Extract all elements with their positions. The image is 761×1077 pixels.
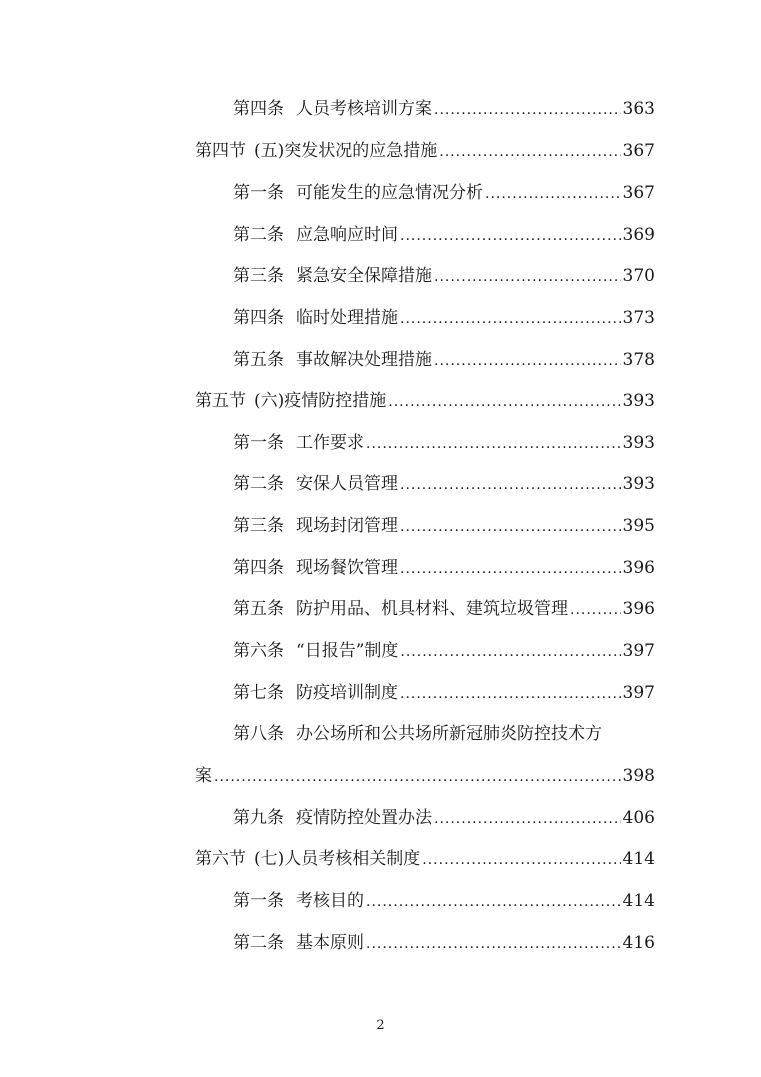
toc-entry-title: 防疫培训制度 xyxy=(296,683,398,703)
toc-entry-label: 第三条 xyxy=(233,266,284,286)
toc-entry-page: 378 xyxy=(622,350,655,370)
toc-entry-page: 397 xyxy=(622,683,655,703)
toc-entry-label: 第二条 xyxy=(233,225,284,245)
toc-entry-title: 案 xyxy=(195,766,212,786)
toc-entry-page: 414 xyxy=(622,891,655,911)
toc-leader-dots xyxy=(400,311,621,327)
toc-section-page: 414 xyxy=(622,849,655,869)
toc-leader-dots xyxy=(366,894,621,910)
toc-entry-label: 第五条 xyxy=(233,350,284,370)
toc-entry-page: 406 xyxy=(622,808,655,828)
toc-entry-title: 现场餐饮管理 xyxy=(296,558,398,578)
toc-entry-title: 安保人员管理 xyxy=(296,474,398,494)
toc-entry-title: 工作要求 xyxy=(296,433,364,453)
toc-entry-title: 现场封闭管理 xyxy=(296,516,398,536)
toc-entry[interactable] xyxy=(233,636,655,666)
toc-entry-page: 363 xyxy=(622,99,655,119)
toc-entry-label: 第一条 xyxy=(233,891,284,911)
toc-entry-title: 防护用品、机具材料、建筑垃圾管理 xyxy=(296,599,568,619)
toc-leader-dots xyxy=(422,852,620,868)
toc-entry-title: 基本原则 xyxy=(296,933,364,953)
toc-entry-title: 紧急安全保障措施 xyxy=(296,266,432,286)
toc-entry-title: 可能发生的应急情况分析 xyxy=(296,183,483,203)
toc-entry-label: 第四条 xyxy=(233,308,284,328)
toc-entry-page: 396 xyxy=(622,558,655,578)
toc-entry[interactable] xyxy=(233,469,655,499)
toc-entry-continuation[interactable] xyxy=(195,761,655,791)
toc-entry-page: 416 xyxy=(622,933,655,953)
toc-entry[interactable] xyxy=(233,928,655,958)
toc-entry-label: 第九条 xyxy=(233,808,284,828)
toc-entry[interactable] xyxy=(233,428,655,458)
toc-leader-dots xyxy=(570,602,621,618)
toc-leader-dots xyxy=(485,186,621,202)
toc-section-label: 第六节 xyxy=(195,849,246,869)
toc-entry-title: 临时处理措施 xyxy=(296,308,398,328)
toc-entry[interactable] xyxy=(233,803,655,833)
toc-leader-dots xyxy=(434,269,621,285)
toc-entry-page: 393 xyxy=(622,433,655,453)
toc-entry-page: 397 xyxy=(622,641,655,661)
toc-entry[interactable] xyxy=(233,261,655,291)
toc-leader-dots xyxy=(400,228,621,244)
toc-entry[interactable] xyxy=(233,511,655,541)
toc-entry[interactable] xyxy=(233,594,655,624)
toc-entry-page: 373 xyxy=(622,308,655,328)
toc-section-page: 393 xyxy=(622,391,655,411)
toc-entry-page: 396 xyxy=(622,599,655,619)
toc-leader-dots xyxy=(439,144,620,160)
toc-entry-label: 第二条 xyxy=(233,474,284,494)
toc-leader-dots xyxy=(434,102,621,118)
toc-section-label: 第四节 xyxy=(195,141,246,161)
toc-section-label: 第五节 xyxy=(195,391,246,411)
toc-entry-label: 第八条 xyxy=(233,724,284,744)
toc-entry-page: 398 xyxy=(622,766,655,786)
toc-leader-dots xyxy=(434,811,621,827)
toc-entry[interactable] xyxy=(233,178,655,208)
toc-leader-dots xyxy=(400,644,620,660)
toc-entry-title: 应急响应时间 xyxy=(296,225,398,245)
toc-entry-label: 第二条 xyxy=(233,933,284,953)
toc-section-page: 367 xyxy=(622,141,655,161)
toc-entry-title: 办公场所和公共场所新冠肺炎防控技术方 xyxy=(296,724,602,744)
toc-section-title: (六)疫情防控措施 xyxy=(254,391,387,411)
toc-entry-label: 第一条 xyxy=(233,433,284,453)
toc-entry[interactable] xyxy=(233,719,655,749)
toc-entry-page: 367 xyxy=(622,183,655,203)
toc-entry-label: 第三条 xyxy=(233,516,284,536)
toc-section-title: (五)突发状况的应急措施 xyxy=(254,141,438,161)
toc-entry-label: 第五条 xyxy=(233,599,284,619)
toc-section[interactable] xyxy=(195,386,655,416)
toc-leader-dots xyxy=(400,686,621,702)
toc-entry-title: 人员考核培训方案 xyxy=(296,99,432,119)
toc-entry-page: 370 xyxy=(622,266,655,286)
toc-entry[interactable] xyxy=(233,345,655,375)
page-number: 2 xyxy=(376,1018,385,1033)
toc-entry-label: 第六条 xyxy=(233,641,284,661)
toc-section[interactable] xyxy=(195,844,655,874)
toc-leader-dots xyxy=(388,394,620,410)
toc-entry-page: 393 xyxy=(622,474,655,494)
toc-leader-dots xyxy=(400,561,621,577)
toc-leader-dots xyxy=(366,436,621,452)
toc-leader-dots xyxy=(434,353,621,369)
toc-entry[interactable] xyxy=(233,886,655,916)
toc-entry[interactable] xyxy=(233,553,655,583)
toc-section-title: (七)人员考核相关制度 xyxy=(254,849,421,869)
toc-entry-title: “日报告”制度 xyxy=(296,641,399,661)
toc-entry-title: 疫情防控处置办法 xyxy=(296,808,432,828)
toc-entry-title: 事故解决处理措施 xyxy=(296,350,432,370)
toc-entry[interactable] xyxy=(233,220,655,250)
toc-entry-page: 395 xyxy=(622,516,655,536)
toc-entry-label: 第一条 xyxy=(233,183,284,203)
toc-leader-dots xyxy=(400,477,621,493)
toc-entry[interactable] xyxy=(233,94,655,124)
toc-section[interactable] xyxy=(195,136,655,166)
toc-entry[interactable] xyxy=(233,303,655,333)
toc-leader-dots xyxy=(366,936,621,952)
toc-leader-dots xyxy=(400,519,621,535)
toc-entry-label: 第四条 xyxy=(233,99,284,119)
toc-leader-dots xyxy=(214,769,621,785)
toc-entry-label: 第七条 xyxy=(233,683,284,703)
toc-entry-title: 考核目的 xyxy=(296,891,364,911)
toc-entry-label: 第四条 xyxy=(233,558,284,578)
toc-entry[interactable] xyxy=(233,678,655,708)
toc-entry-page: 369 xyxy=(622,225,655,245)
